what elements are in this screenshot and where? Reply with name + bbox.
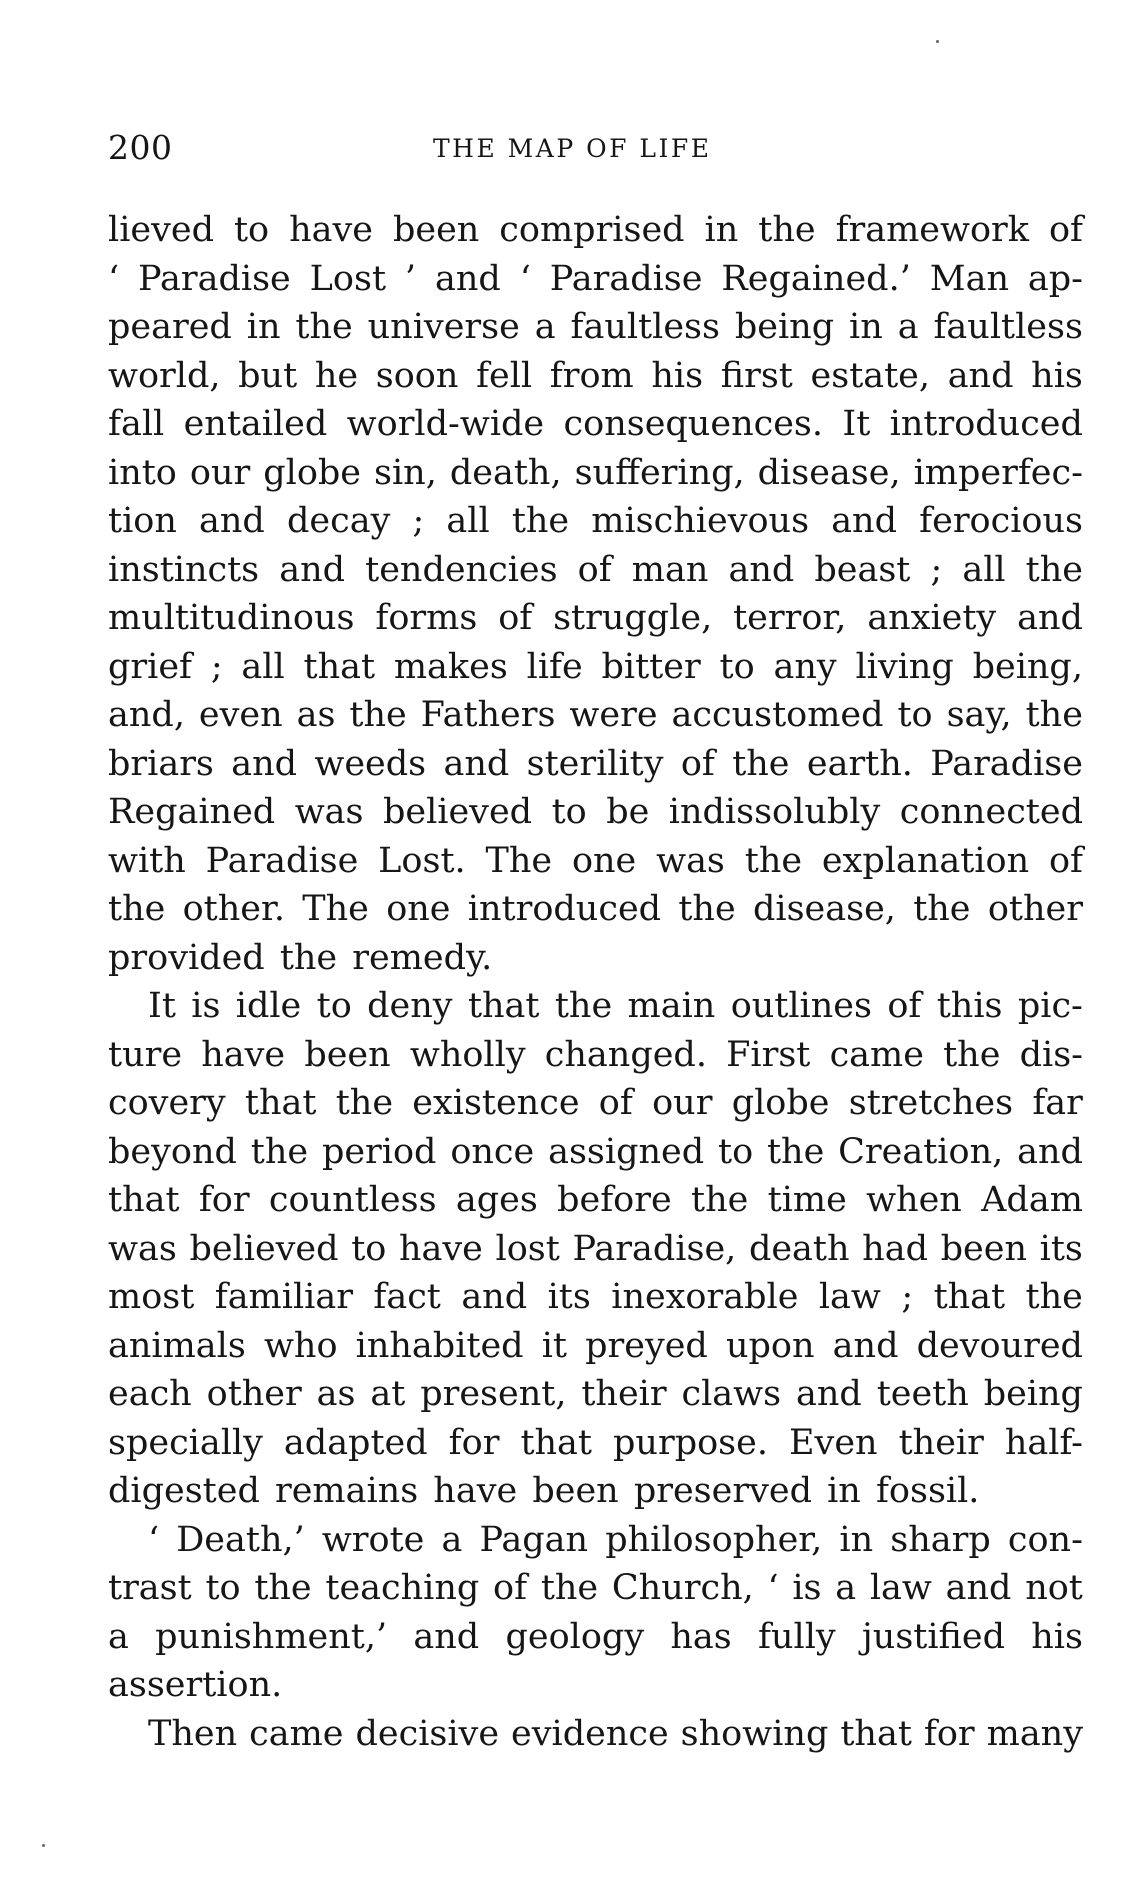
text-line: briars and weeds and sterility of the earth. Paradise: [108, 743, 1083, 784]
text-line: lieved to have been comprised in the framework of: [108, 210, 1083, 250]
paper-speck: [42, 1844, 45, 1847]
text-line: assertion.: [108, 1665, 283, 1705]
text-line: provided the remedy.: [108, 937, 493, 978]
text-line: animals who inhabited it preyed upon and devoured: [108, 1325, 1083, 1366]
text-line: ture have been wholly changed. First came the dis-: [108, 1034, 1083, 1075]
text-line: world, but he soon fell from his first estate, and his: [108, 355, 1083, 396]
text-line: tion and decay ; all the mischievous and ferocious: [108, 501, 1083, 541]
text-line: It is idle to deny that the main outlines of this pic-: [148, 986, 1083, 1026]
text-line: peared in the universe a faultless being in a faultless: [108, 307, 1083, 347]
text-line: instincts and tendencies of man and beast ; all the: [108, 549, 1083, 590]
text-line: ‘ Death,’ wrote a Pagan philosopher, in sharp con-: [148, 1519, 1083, 1560]
text-line: that for countless ages before the time when Adam: [108, 1180, 1083, 1220]
paper-speck: [936, 40, 939, 43]
text-line: grief ; all that makes life bitter to any living being,: [108, 646, 1083, 687]
text-line: covery that the existence of our globe stretches far: [108, 1083, 1083, 1123]
text-line: fall entailed world-wide consequences. It introduced: [108, 404, 1083, 444]
text-line: into our globe sin, death, suffering, disease, imperfec-: [108, 452, 1083, 493]
text-line: ‘ Paradise Lost ’ and ‘ Paradise Regained.’ Man ap-: [108, 258, 1083, 299]
text-line: Then came decisive evidence showing that for many: [148, 1713, 1083, 1754]
text-line: the other. The one introduced the disease, the other: [108, 889, 1083, 929]
text-line: beyond the period once assigned to the Creation, and: [108, 1131, 1083, 1172]
text-line: and, even as the Fathers were accustomed to say, the: [108, 695, 1083, 735]
text-line: a punishment,’ and geology has fully justified his: [108, 1616, 1083, 1657]
text-line: most familiar fact and its inexorable law ; that the: [108, 1277, 1083, 1317]
page-number: 200: [108, 128, 173, 167]
text-line: digested remains have been preserved in fossil.: [108, 1471, 980, 1511]
text-line: Regained was believed to be indissolubly connected: [108, 792, 1083, 832]
text-line: each other as at present, their claws and teeth being: [108, 1374, 1083, 1414]
text-line: was believed to have lost Paradise, death had been its: [108, 1228, 1083, 1269]
text-line: multitudinous forms of struggle, terror, anxiety and: [108, 598, 1083, 638]
text-line: specially adapted for that purpose. Even their half-: [108, 1422, 1083, 1463]
body-text: [108, 206, 1083, 1758]
text-line: trast to the teaching of the Church, ‘ is a law and not: [108, 1568, 1083, 1608]
running-head: THE MAP OF LIFE: [433, 134, 712, 163]
text-line: with Paradise Lost. The one was the explanation of: [108, 840, 1083, 881]
page-header: [108, 128, 1083, 172]
